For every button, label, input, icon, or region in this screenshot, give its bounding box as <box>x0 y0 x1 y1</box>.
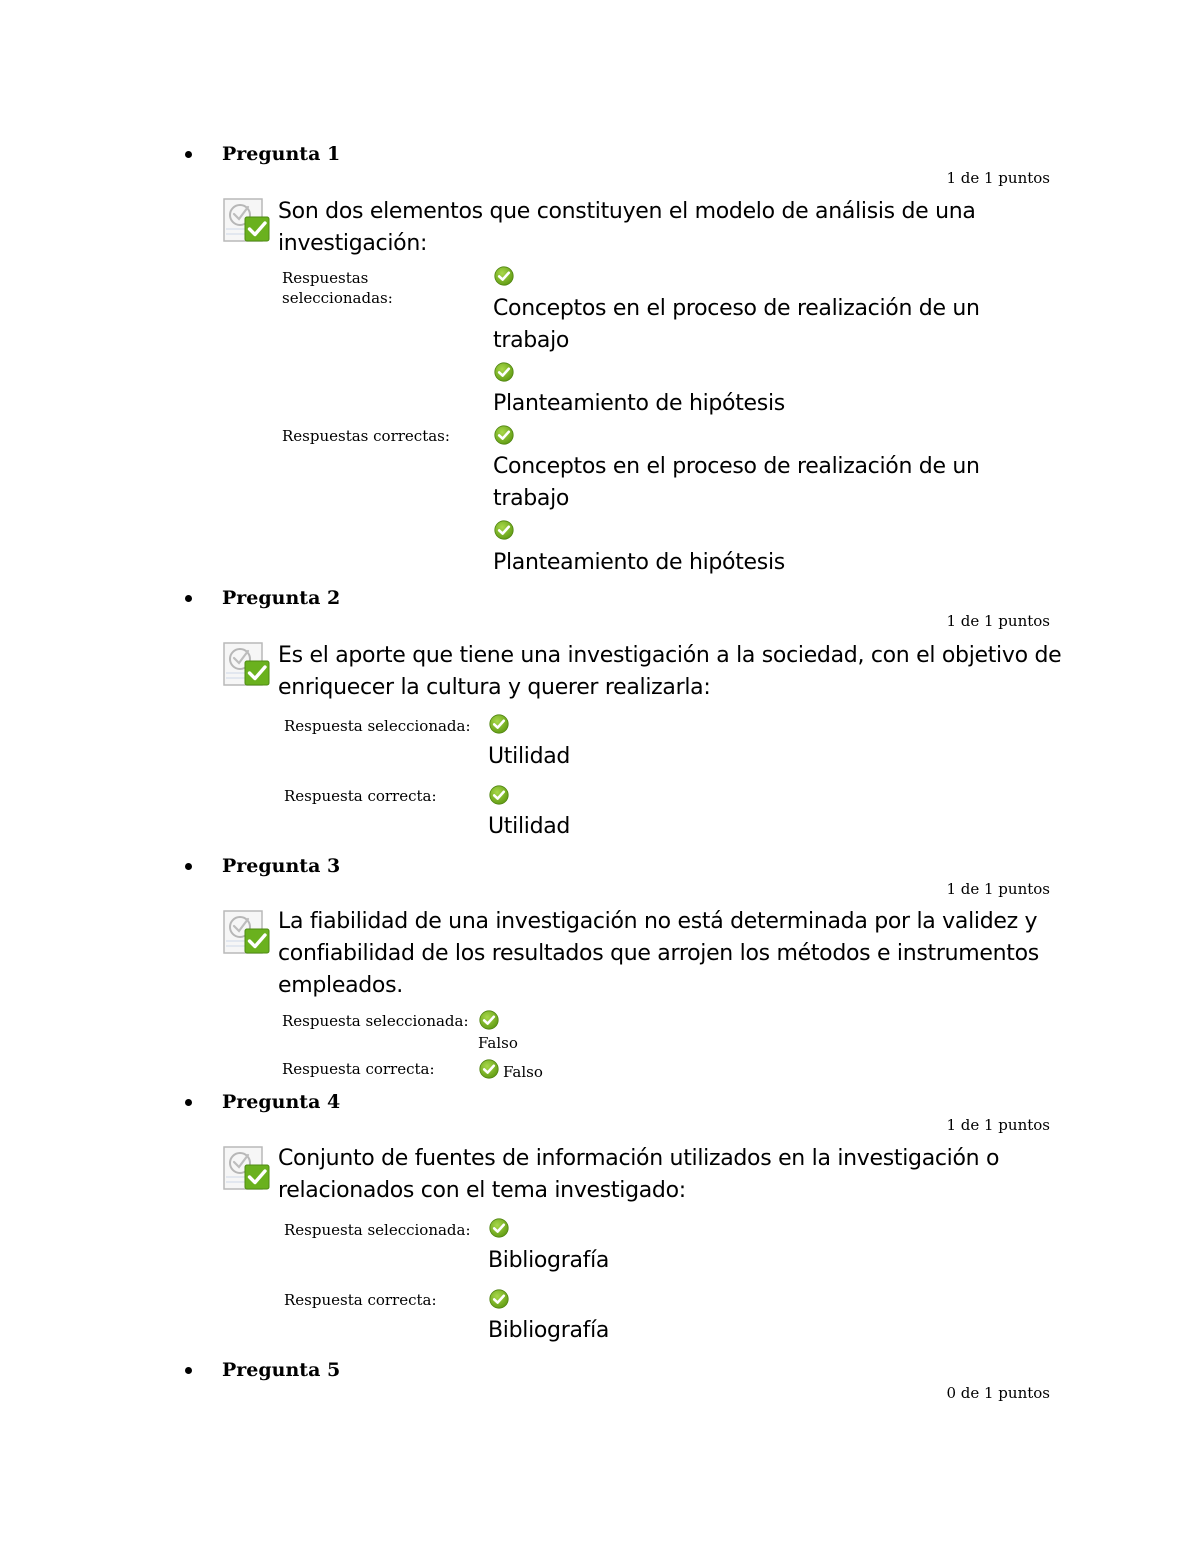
question-title: Pregunta 3 <box>222 855 341 877</box>
question-text: Son dos elementos que constituyen el modelo de análisis de una investigación: <box>278 199 976 256</box>
check-icon <box>479 1059 499 1079</box>
question-points: 0 de 1 puntos <box>946 1384 1050 1402</box>
question-points: 1 de 1 puntos <box>946 612 1050 630</box>
bullet-icon <box>185 1099 192 1106</box>
bullet-icon <box>185 863 192 870</box>
check-icon <box>489 1218 509 1238</box>
bullet-icon <box>185 151 192 158</box>
selected-answers-label: Respuestas seleccionadas: <box>282 269 393 307</box>
question-text: Conjunto de fuentes de información utilizados en la investigación o relacionados con el tema investigado: <box>278 1146 1000 1203</box>
selected-answer: Utilidad <box>488 744 571 769</box>
selected-answer: Bibliografía <box>488 1248 610 1273</box>
correct-answers-label: Respuestas correctas: <box>282 427 450 445</box>
question-title: Pregunta 5 <box>222 1359 341 1381</box>
correct-question-icon <box>221 637 273 689</box>
question-title: Pregunta 2 <box>222 587 341 609</box>
question-title: Pregunta 1 <box>222 143 341 165</box>
question-title: Pregunta 4 <box>222 1091 341 1113</box>
check-icon <box>494 425 514 445</box>
question-text: Es el aporte que tiene una investigación a la sociedad, con el objetivo de enriquecer la cultura y querer realizarla: <box>278 643 1062 700</box>
correct-question-icon <box>221 905 273 957</box>
check-icon <box>494 362 514 382</box>
selected-answer: Conceptos en el proceso de realización de un trabajo <box>493 296 980 353</box>
correct-answer: Bibliografía <box>488 1318 610 1343</box>
correct-answer: Utilidad <box>488 814 571 839</box>
selected-answer: Planteamiento de hipótesis <box>493 391 785 416</box>
correct-question-icon <box>221 1141 273 1193</box>
correct-answer: Conceptos en el proceso de realización de un trabajo <box>493 454 980 511</box>
bullet-icon <box>185 1367 192 1374</box>
correct-answer-label: Respuesta correcta: <box>282 1060 435 1078</box>
check-icon <box>489 1289 509 1309</box>
bullet-icon <box>185 595 192 602</box>
selected-answer-label: Respuesta seleccionada: <box>284 1221 471 1239</box>
selected-answer-label: Respuesta seleccionada: <box>282 1012 469 1030</box>
question-points: 1 de 1 puntos <box>946 1116 1050 1134</box>
check-icon <box>479 1010 499 1030</box>
question-points: 1 de 1 puntos <box>946 880 1050 898</box>
check-icon <box>494 266 514 286</box>
question-points: 1 de 1 puntos <box>946 169 1050 187</box>
question-text: La fiabilidad de una investigación no está determinada por la validez y confiabilidad de los resultados que arrojen los métodos e instrumentos empleados. <box>278 909 1039 998</box>
correct-answer: Planteamiento de hipótesis <box>493 550 785 575</box>
correct-answer-label: Respuesta correcta: <box>284 787 437 805</box>
check-icon <box>494 520 514 540</box>
correct-question-icon <box>221 193 273 245</box>
check-icon <box>489 714 509 734</box>
selected-answer-label: Respuesta seleccionada: <box>284 717 471 735</box>
correct-answer-label: Respuesta correcta: <box>284 1291 437 1309</box>
correct-answer: Falso <box>503 1063 543 1081</box>
check-icon <box>489 785 509 805</box>
selected-answer: Falso <box>478 1034 518 1052</box>
